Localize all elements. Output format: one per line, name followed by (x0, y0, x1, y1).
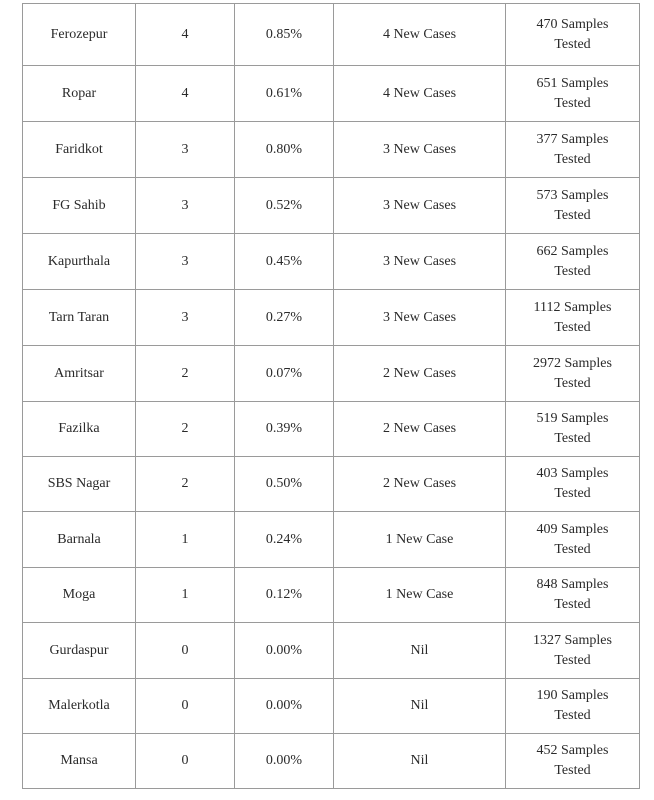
table-row (23, 457, 640, 512)
samples-count: 1327 Samples (533, 632, 612, 648)
table-row (23, 512, 640, 568)
positivity-cell: 0.00% (235, 679, 334, 734)
district-cell: Tarn Taran (23, 290, 136, 346)
samples-label: Tested (554, 541, 591, 557)
new-cases-cell: 2 New Cases (334, 457, 506, 512)
samples-count: 190 Samples (536, 688, 609, 703)
table-row (23, 178, 640, 234)
district-cell: Fazilka (23, 402, 136, 457)
positivity-cell: 0.80% (235, 122, 334, 178)
table-row (23, 4, 640, 66)
table-row (23, 623, 640, 679)
samples-count: 377 Samples (536, 131, 609, 147)
samples-count: 409 Samples (536, 521, 609, 537)
district-cell: Mansa (23, 734, 136, 789)
district-cases-table (22, 3, 640, 789)
samples-count: 573 Samples (536, 187, 609, 203)
district-cell: Gurdaspur (23, 623, 136, 679)
samples-count: 1112 Samples (533, 299, 612, 315)
samples-cell (506, 568, 640, 623)
samples-label: Tested (554, 708, 591, 723)
positivity-cell: 0.39% (235, 402, 334, 457)
cases-cell: 2 (136, 402, 235, 457)
district-cell: FG Sahib (23, 178, 136, 234)
samples-label: Tested (554, 431, 591, 446)
new-cases-cell: 3 New Cases (334, 122, 506, 178)
samples-label: Tested (554, 597, 591, 612)
district-cell: SBS Nagar (23, 457, 136, 512)
samples-count: 2972 Samples (533, 355, 612, 371)
new-cases-cell: Nil (334, 679, 506, 734)
cases-cell: 0 (136, 734, 235, 789)
samples-cell (506, 679, 640, 734)
district-cell: Moga (23, 568, 136, 623)
new-cases-cell: 4 New Cases (334, 4, 506, 66)
new-cases-cell: 3 New Cases (334, 178, 506, 234)
cases-cell: 3 (136, 178, 235, 234)
samples-count: 662 Samples (536, 243, 609, 259)
samples-label: Tested (554, 207, 591, 223)
new-cases-cell: 3 New Cases (334, 234, 506, 290)
samples-cell (506, 346, 640, 402)
district-cell: Kapurthala (23, 234, 136, 290)
samples-label: Tested (554, 95, 591, 111)
samples-count: 848 Samples (536, 577, 609, 592)
samples-cell (506, 457, 640, 512)
cases-cell: 3 (136, 290, 235, 346)
samples-cell (506, 290, 640, 346)
positivity-cell: 0.61% (235, 66, 334, 122)
samples-label: Tested (554, 319, 591, 335)
new-cases-cell: Nil (334, 623, 506, 679)
district-cell: Malerkotla (23, 679, 136, 734)
new-cases-cell: 3 New Cases (334, 290, 506, 346)
samples-count: 519 Samples (536, 411, 609, 426)
district-cell: Barnala (23, 512, 136, 568)
table-row (23, 122, 640, 178)
district-cell: Ropar (23, 66, 136, 122)
table-row (23, 290, 640, 346)
positivity-cell: 0.07% (235, 346, 334, 402)
positivity-cell: 0.00% (235, 734, 334, 789)
cases-cell: 3 (136, 122, 235, 178)
samples-count: 403 Samples (536, 466, 609, 481)
samples-count: 651 Samples (536, 75, 609, 91)
cases-cell: 2 (136, 346, 235, 402)
cases-cell: 4 (136, 66, 235, 122)
positivity-cell: 0.12% (235, 568, 334, 623)
positivity-cell: 0.45% (235, 234, 334, 290)
positivity-cell: 0.52% (235, 178, 334, 234)
district-cell: Ferozepur (23, 4, 136, 66)
cases-cell: 2 (136, 457, 235, 512)
cases-cell: 0 (136, 623, 235, 679)
samples-cell (506, 178, 640, 234)
positivity-cell: 0.00% (235, 623, 334, 679)
samples-label: Tested (554, 151, 591, 167)
new-cases-cell: Nil (334, 734, 506, 789)
table-body (23, 4, 640, 789)
cases-cell: 1 (136, 512, 235, 568)
table-row (23, 402, 640, 457)
samples-cell (506, 234, 640, 290)
samples-cell (506, 623, 640, 679)
cases-cell: 3 (136, 234, 235, 290)
table-row (23, 568, 640, 623)
positivity-cell: 0.27% (235, 290, 334, 346)
table-row (23, 679, 640, 734)
samples-label: Tested (554, 263, 591, 279)
samples-label: Tested (554, 486, 591, 501)
samples-label: Tested (554, 652, 591, 668)
table-row (23, 66, 640, 122)
samples-cell (506, 402, 640, 457)
samples-cell (506, 4, 640, 66)
positivity-cell: 0.85% (235, 4, 334, 66)
samples-label: Tested (554, 763, 591, 778)
new-cases-cell: 2 New Cases (334, 346, 506, 402)
samples-cell (506, 512, 640, 568)
table-row (23, 734, 640, 789)
samples-cell (506, 734, 640, 789)
positivity-cell: 0.24% (235, 512, 334, 568)
cases-cell: 0 (136, 679, 235, 734)
table-row (23, 234, 640, 290)
new-cases-cell: 4 New Cases (334, 66, 506, 122)
district-cell: Faridkot (23, 122, 136, 178)
samples-cell (506, 66, 640, 122)
cases-cell: 4 (136, 4, 235, 66)
samples-label: Tested (554, 375, 591, 391)
samples-cell (506, 122, 640, 178)
new-cases-cell: 2 New Cases (334, 402, 506, 457)
new-cases-cell: 1 New Case (334, 568, 506, 623)
samples-count: 452 Samples (536, 743, 609, 758)
samples-count: 470 Samples (536, 16, 609, 32)
cases-cell: 1 (136, 568, 235, 623)
new-cases-cell: 1 New Case (334, 512, 506, 568)
samples-label: Tested (554, 36, 591, 52)
positivity-cell: 0.50% (235, 457, 334, 512)
district-cell: Amritsar (23, 346, 136, 402)
table-row (23, 346, 640, 402)
